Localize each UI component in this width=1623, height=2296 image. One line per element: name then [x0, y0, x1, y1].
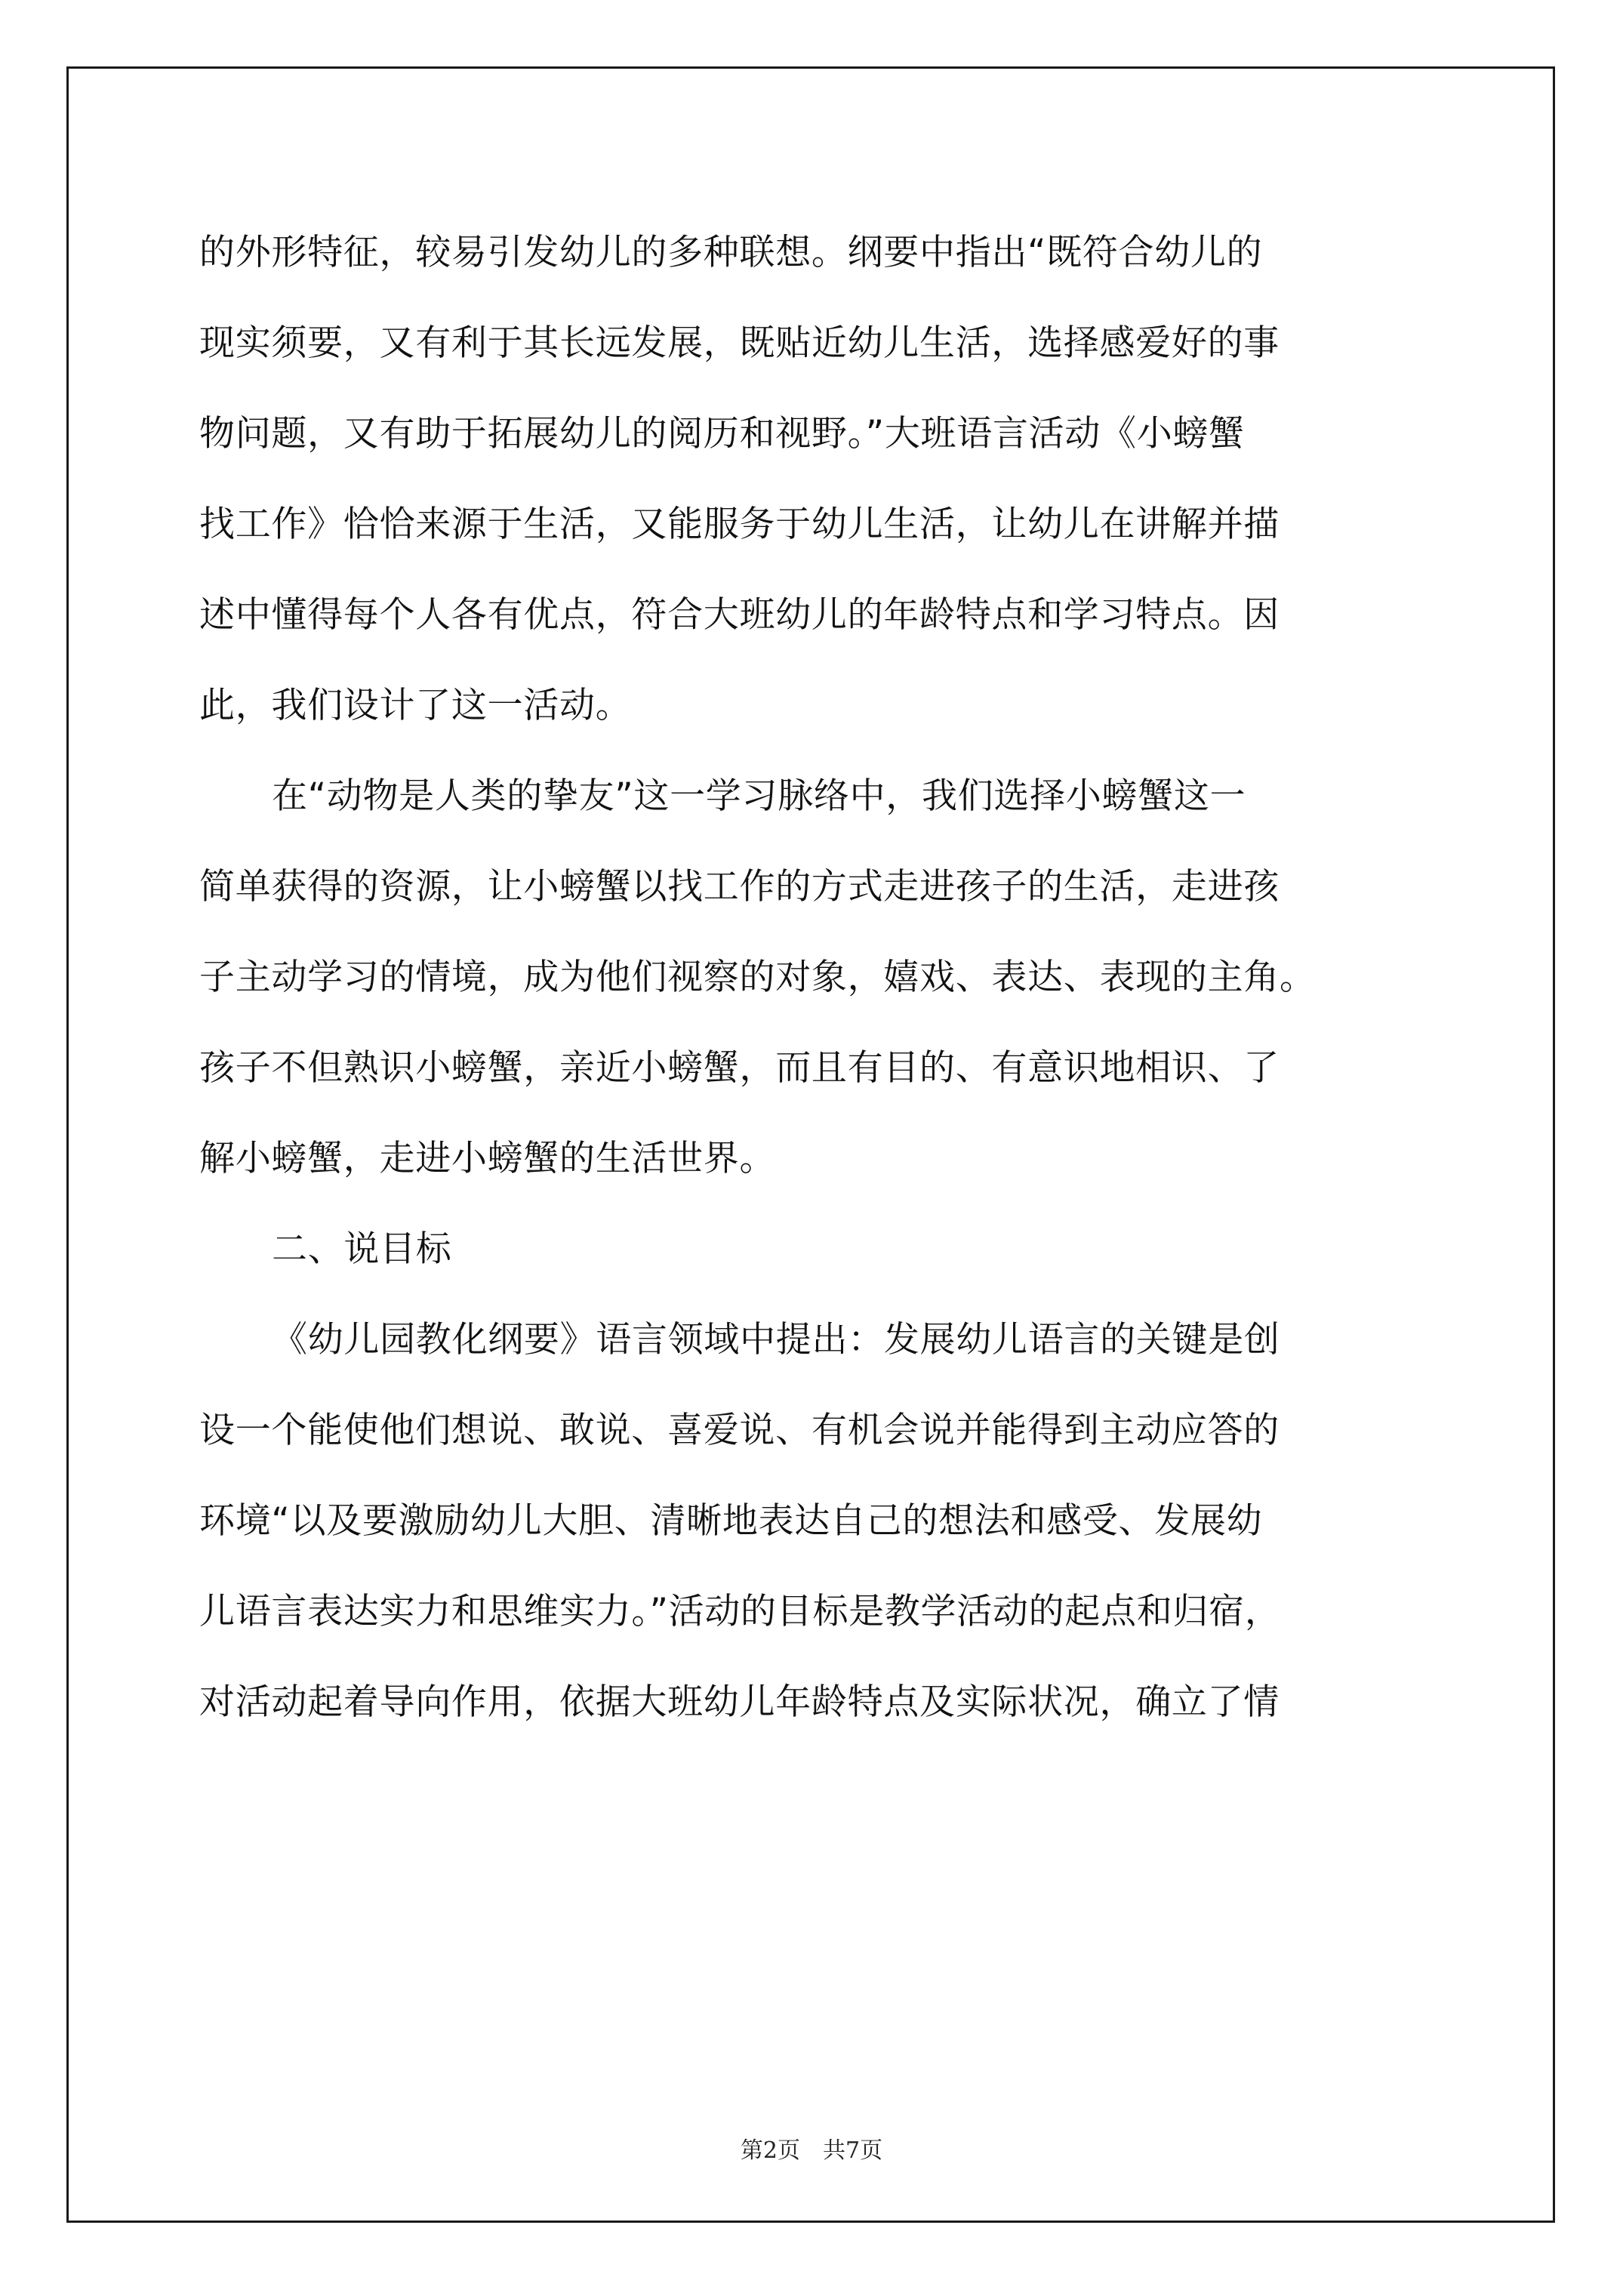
- body-line: 找工作》恰恰来源于生活，又能服务于幼儿生活，让幼儿在讲解并描: [199, 504, 1280, 545]
- body-line: 此，我们设计了这一活动。: [199, 685, 632, 726]
- body-line: 现实须要，又有利于其长远发展，既贴近幼儿生活，选择感爱好的事: [199, 322, 1280, 364]
- document-body: [199, 208, 1437, 1748]
- body-line: 儿语言表达实力和思维实力。”活动的目标是教学活动的起点和归宿，: [199, 1591, 1281, 1632]
- body-line: 环境“以及要激励幼儿大胆、清晰地表达自己的想法和感受、发展幼: [199, 1500, 1263, 1542]
- body-line: 设一个能使他们想说、敢说、喜爱说、有机会说并能得到主动应答的: [199, 1410, 1280, 1451]
- page-number: 第2页 共7页: [740, 2137, 883, 2164]
- body-line: 述中懂得每个人各有优点，符合大班幼儿的年龄特点和学习特点。因: [199, 594, 1280, 636]
- paragraph-first-line: 在“动物是人类的挚友”这一学习脉络中，我们选择小螃蟹这一: [272, 775, 1246, 817]
- body-line: 子主动学习的情境，成为他们视察的对象，嬉戏、表达、表现的主角。: [199, 957, 1316, 998]
- body-line: 简单获得的资源，让小螃蟹以找工作的方式走进孩子的生活，走进孩: [199, 866, 1280, 908]
- body-line: 物问题，又有助于拓展幼儿的阅历和视野。”大班语言活动《小螃蟹: [199, 413, 1245, 455]
- body-line: 解小螃蟹，走进小螃蟹的生活世界。: [199, 1138, 776, 1179]
- section-heading: 二、说目标: [272, 1228, 452, 1270]
- body-line: 对活动起着导向作用，依据大班幼儿年龄特点及实际状况，确立了情: [199, 1681, 1280, 1723]
- body-line: 孩子不但熟识小螃蟹，亲近小螃蟹，而且有目的、有意识地相识、了: [199, 1047, 1280, 1089]
- paragraph-first-line: 《幼儿园教化纲要》语言领域中提出：发展幼儿语言的关键是创: [272, 1319, 1280, 1361]
- body-line: 的外形特征，较易引发幼儿的多种联想。纲要中指出“既符合幼儿的: [199, 232, 1263, 273]
